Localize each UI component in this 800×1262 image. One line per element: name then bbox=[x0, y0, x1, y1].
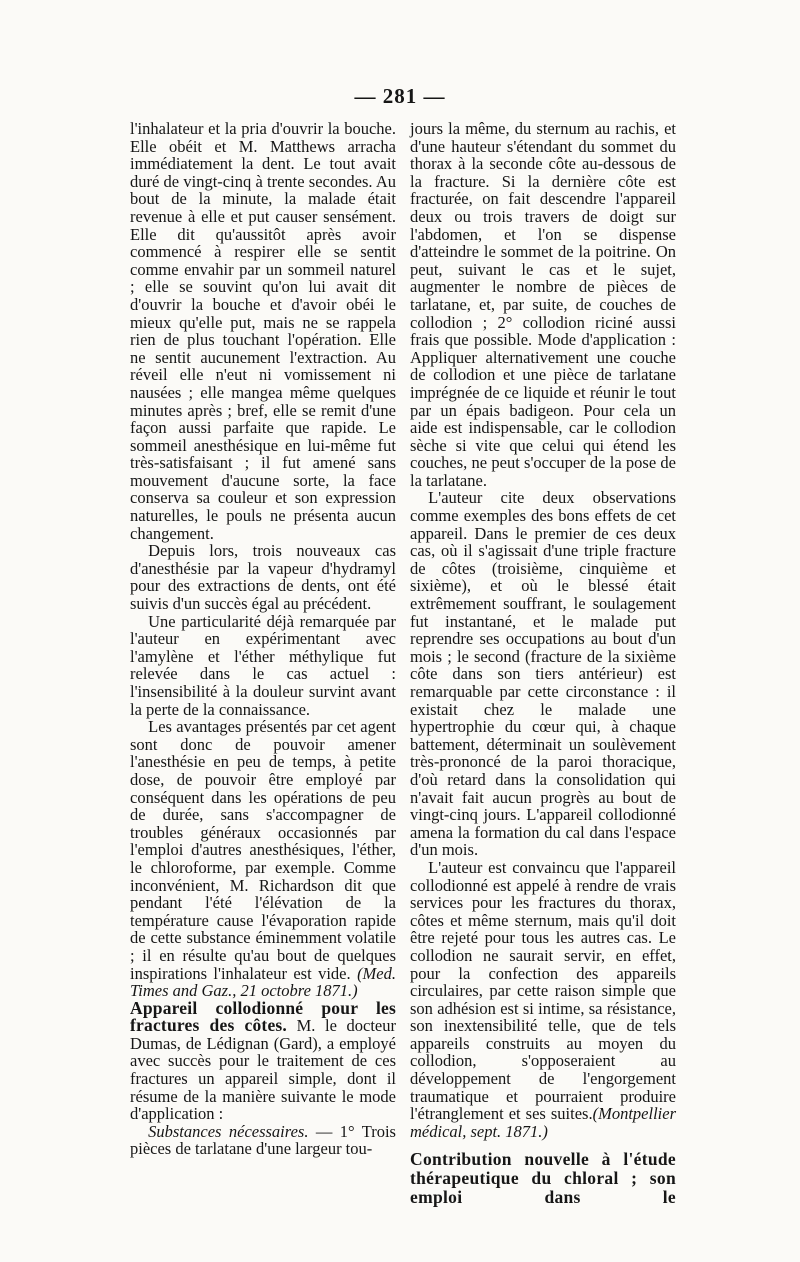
section-intro: M. le docteur Dumas, de Lédignan (Gard), a employé avec succès pour le traitement de ces fractures un appareil simple, dont il résume de la manière suivante le mode d'application : bbox=[130, 1016, 396, 1124]
right-paragraph-3-text: L'auteur est convaincu que l'appareil collodionné est appelé à rendre de vrais services pour les fractures du thorax, côtes et même sternum, mais qu'il doit être rejeté pour tous les autres cas. Le collodion ne saurait servir, en effet, pour la confection des appareils circulaires, par cette raison simple que son adhésion est si intime, sa résistance, son inextensibilité telle, que de tels appareils construits au moyen du collodion, s'opposeraient au développement de l'engorgement traumatique et pourraient produire l'étranglement et ses suites. bbox=[410, 857, 676, 1124]
left-paragraph-2: Depuis lors, trois nouveaux cas d'anesthésie par la vapeur d'hydramyl pour des extractions de dents, ont été suivis d'un succès égal au précédent. bbox=[130, 541, 396, 614]
right-column bbox=[410, 120, 676, 1207]
substances-text: — 1° Trois pièces de tarlatane d'une largeur tou- bbox=[130, 1121, 396, 1159]
next-section-heading: Contribution nouvelle à l'étude thérapeutique du chloral ; son emploi dans le bbox=[410, 1149, 676, 1208]
citation-montpellier: (Montpellier médical, sept. 1871.) bbox=[410, 1104, 676, 1141]
left-paragraph-1: l'inhalateur et la pria d'ouvrir la bouche. Elle obéit et M. Matthews arracha immédiatement la dent. Le tout avait duré de vingt-cinq à trente secondes. Au bout de la minute, la malade était revenue à elle et put causer sensément. Elle dit qu'aussitôt après avoir commencé à respirer elle se sentit comme envahir par un sommeil naturel ; elle se souvint qu'on lui avait dit d'ouvrir la bouche et d'avoir obéi le mieux qu'elle put, mais ne se rappela rien de plus touchant l'opération. Elle ne sentit aucunement l'extraction. Au réveil elle n'eut ni vomissement ni nausées ; elle mangea même quelques minutes après ; bref, elle se remit d'une façon aussi parfaite que rapide. Le sommeil anesthésique en lui-même fut très-satisfaisant ; il fut amené sans mouvement d'aucune sorte, la face conserva sa couleur et son expression naturelles, le pouls ne présenta aucun changement. bbox=[130, 119, 396, 543]
section-appareil-collodionne bbox=[130, 997, 396, 1124]
page-number: — 281 — bbox=[354, 84, 446, 108]
left-paragraph-4 bbox=[130, 718, 396, 1000]
right-paragraph-3 bbox=[410, 859, 676, 1141]
section-heading: Appareil collodionné pour les fractures des côtes. bbox=[130, 997, 396, 1036]
substances-paragraph bbox=[130, 1123, 396, 1158]
left-column bbox=[130, 120, 396, 1158]
left-paragraph-3: Une particularité déjà remarquée par l'auteur en expérimentant avec l'amylène et l'éther méthylique fut relevée dans le cas actuel : l'insensibilité à la douleur survint avant la perte de la connaissance. bbox=[130, 611, 396, 719]
left-paragraph-4-text: Les avantages présentés par cet agent sont donc de pouvoir amener l'anesthésie en peu de temps, à petite dose, de pouvoir être employé par conséquent dans les opérations de peu de durée, sans s'accompagner de troubles généraux occasionnés par l'emploi d'autres anesthésiques, l'éther, le chloroforme, par exemple. Comme inconvénient, M. Richardson dit que pendant l'été l'élévation de la température cause l'évaporation rapide de cette substance éminemment volatile ; il en résulte qu'au bout de quelques inspirations l'inhalateur est vide. bbox=[130, 717, 396, 983]
right-paragraph-2: L'auteur cite deux observations comme exemples des bons effets de cet appareil. Dans le premier de ces deux cas, où il s'agissait d'une triple fracture de côtes (troisième, cinquième et sixième), et où le blessé était extrêmement souffrant, le soulagement fut instantané, et le malade put reprendre ses occupations au bout d'un mois ; le second (fracture de la sixième côte dans son tiers antérieur) est remarquable par cette circonstance : il existait chez le malade une hypertrophie du cœur qui, à chaque battement, déterminait un soulèvement très-prononcé de la paroi thoracique, d'où retard dans la consolidation qui n'avait fait aucun progrès au bout de vingt-cinq jours. L'appareil collodionné amena la formation du cal dans l'espace d'un mois. bbox=[410, 488, 676, 860]
right-paragraph-1: jours la même, du sternum au rachis, et d'une hauteur s'étendant du sommet du thorax à la seconde côte au-dessous de la fracture. Si la dernière côte est fracturée, on fait descendre l'appareil deux ou trois travers de doigt sur l'abdomen, et l'on se dispense d'atteindre le sommet de la poitrine. On peut, suivant le cas et le sujet, augmenter le nombre de pièces de tarlatane, et, par suite, de couches de collodion ; 2° collodion riciné aussi frais que possible. Mode d'application : Appliquer alternativement une couche de collodion et une pièce de tarlatane imprégnée de ce liquide et réunir le tout par un épais badigeon. Pour cela un aide est indispensable, car le collodion sèche si vite que celui qui étend les couches, ne peut s'occuper de la pose de la tarlatane. bbox=[410, 119, 676, 490]
substances-label: Substances nécessaires. bbox=[148, 1121, 309, 1141]
citation-med-times: (Med. Times and Gaz., 21 octobre 1871.) bbox=[130, 963, 397, 1001]
